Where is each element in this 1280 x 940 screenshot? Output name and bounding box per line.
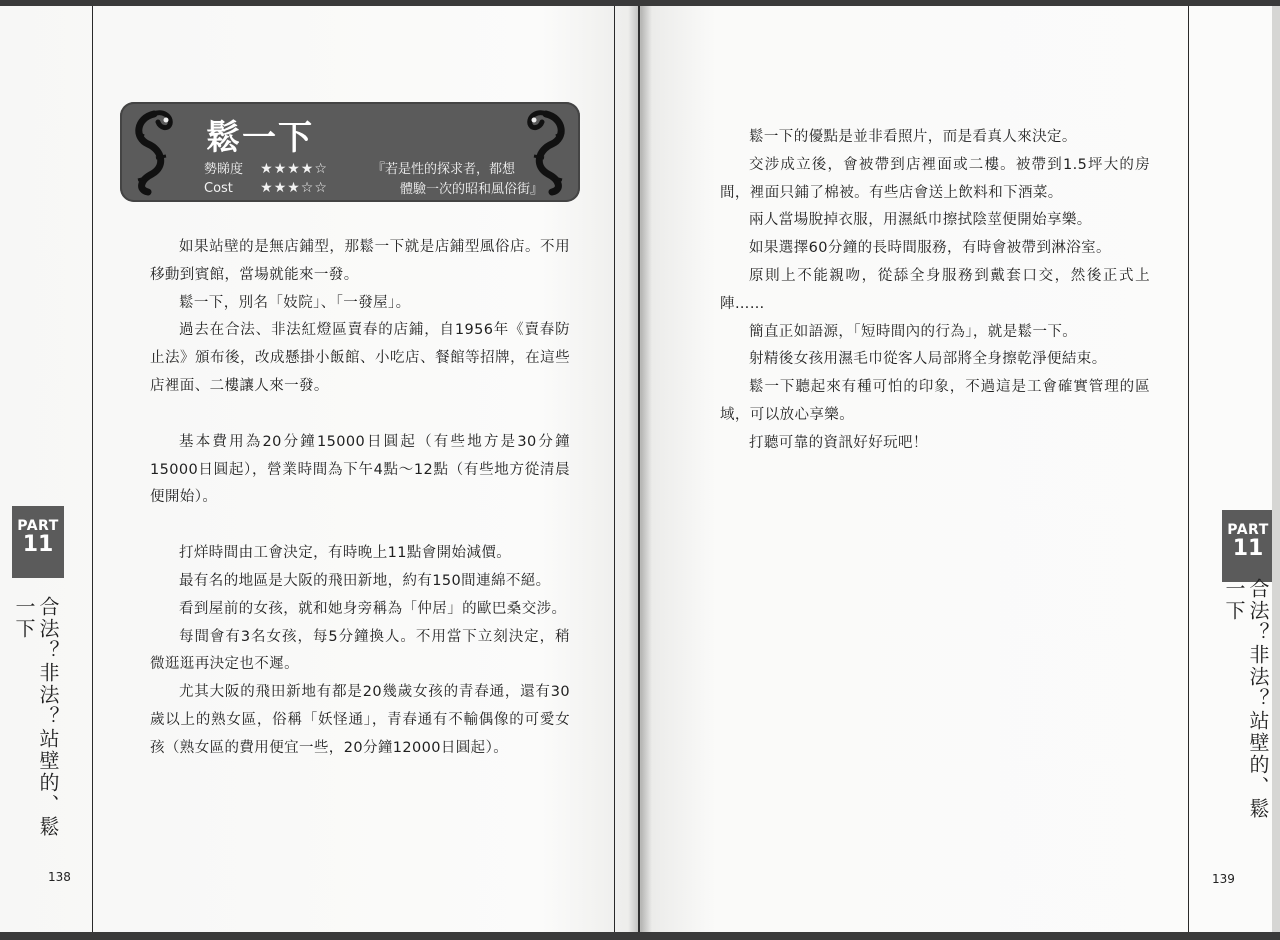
paragraph: 簡直正如語源，「短時間內的行為」，就是鬆一下。 [749,323,1078,340]
paragraph: 過去在合法、非法紅燈區賣春的店鋪，自1956年《賣春防止法》頒布後，改成懸掛小飯館、小吃店、餐館等招牌，在這些店裡面、二樓讓人來一發。 [150,322,570,394]
paragraph: 兩人當場脫掉衣服，用濕紙巾擦拭陰莖便開始享樂。 [749,212,1092,229]
rating-label: 勢睇度 [204,162,244,177]
paragraph: 打烊時間由工會決定，有時晚上11點會開始減價。 [179,545,512,562]
paragraph: 看到屋前的女孩，就和她身旁稱為「仲居」的歐巴桑交涉。 [179,600,567,617]
rating-stars: ★★★★☆ [260,161,328,177]
part-label: PART [1227,522,1269,538]
left-margin-rule [92,6,93,932]
paragraph: 鬆一下的優點是並非看照片，而是看真人來決定。 [749,129,1077,145]
page-edge [1272,6,1280,932]
paragraph: 原則上不能親吻，從舔全身服務到戴套口交，然後正式上陣…… [720,267,1150,312]
rating-row-popularity [204,158,328,177]
paragraph: 如果站壁的是無店鋪型，那鬆一下就是店鋪型風俗店。不用移動到賓館，當場就能來一發。 [150,239,570,283]
quote-line: 體驗一次的昭和風俗街』 [400,182,544,197]
chapter-vertical-title: 合法？非法？站壁的、鬆一下 [12,596,60,838]
rating-row-cost [204,180,328,196]
paragraph: 每間會有3名女孩，每5分鐘換人。不用當下立刻決定，稍微逛逛再決定也不遲。 [150,628,570,673]
paragraph: 打聽可靠的資訊好好玩吧！ [749,434,928,451]
paragraph: 如果選擇60分鐘的長時間服務，有時會被帶到淋浴室。 [749,240,1111,257]
paragraph: 最有名的地區是大阪的飛田新地，約有150間連綿不絕。 [179,572,551,589]
left-inner-rule [614,6,615,932]
rating-stars: ★★★☆☆ [260,180,328,196]
part-number: 11 [1232,536,1264,561]
section-title: 鬆一下 [206,118,314,158]
right-margin-rule [1188,6,1189,932]
paragraph: 尤其大阪的飛田新地有都是20幾歲女孩的青春通，還有30歲以上的熟女區，俗稱「妖怪通」，青春通有不輸偶像的可愛女孩（熟女區的費用便宜一些，20分鐘12000日圓起）。 [150,684,570,756]
paragraph: 鬆一下，別名「妓院」、「一發屋」。 [179,294,411,311]
part-number: 11 [22,532,54,557]
dragon-icon [126,108,182,196]
part-tab [1222,510,1272,582]
part-label: PART [17,518,59,534]
paragraph: 射精後女孩用濕毛巾從客人局部將全身擦乾淨便結束。 [749,351,1107,368]
right-body-text [720,124,1150,458]
dragon-icon [518,108,574,196]
section-header-box [120,102,580,202]
page-number: 138 [48,870,71,884]
chapter-vertical-title: 合法？非法？站壁的、鬆一下 [1222,578,1270,820]
rating-label: Cost [204,181,233,196]
paragraph: 鬆一下聽起來有種可怕的印象，不過這是工會確實管理的區域，可以放心享樂。 [720,379,1150,423]
book-gutter [628,6,652,932]
part-tab [12,506,64,578]
paragraph: 基本費用為20分鐘15000日圓起（有些地方是30分鐘15000日圓起），營業時間為下午4點～12點（有些地方從清晨便開始）。 [150,433,570,506]
right-page [640,6,1272,932]
quote-line: 『若是性的探求者，都想 [372,162,516,177]
paragraph: 交涉成立後，會被帶到店裡面或二樓。被帶到1.5坪大的房間，裡面只鋪了棉被。有些店會送上飲料和下酒菜。 [720,156,1150,201]
left-page [0,6,638,932]
left-body-text [150,234,570,763]
page-number: 139 [1212,872,1235,886]
